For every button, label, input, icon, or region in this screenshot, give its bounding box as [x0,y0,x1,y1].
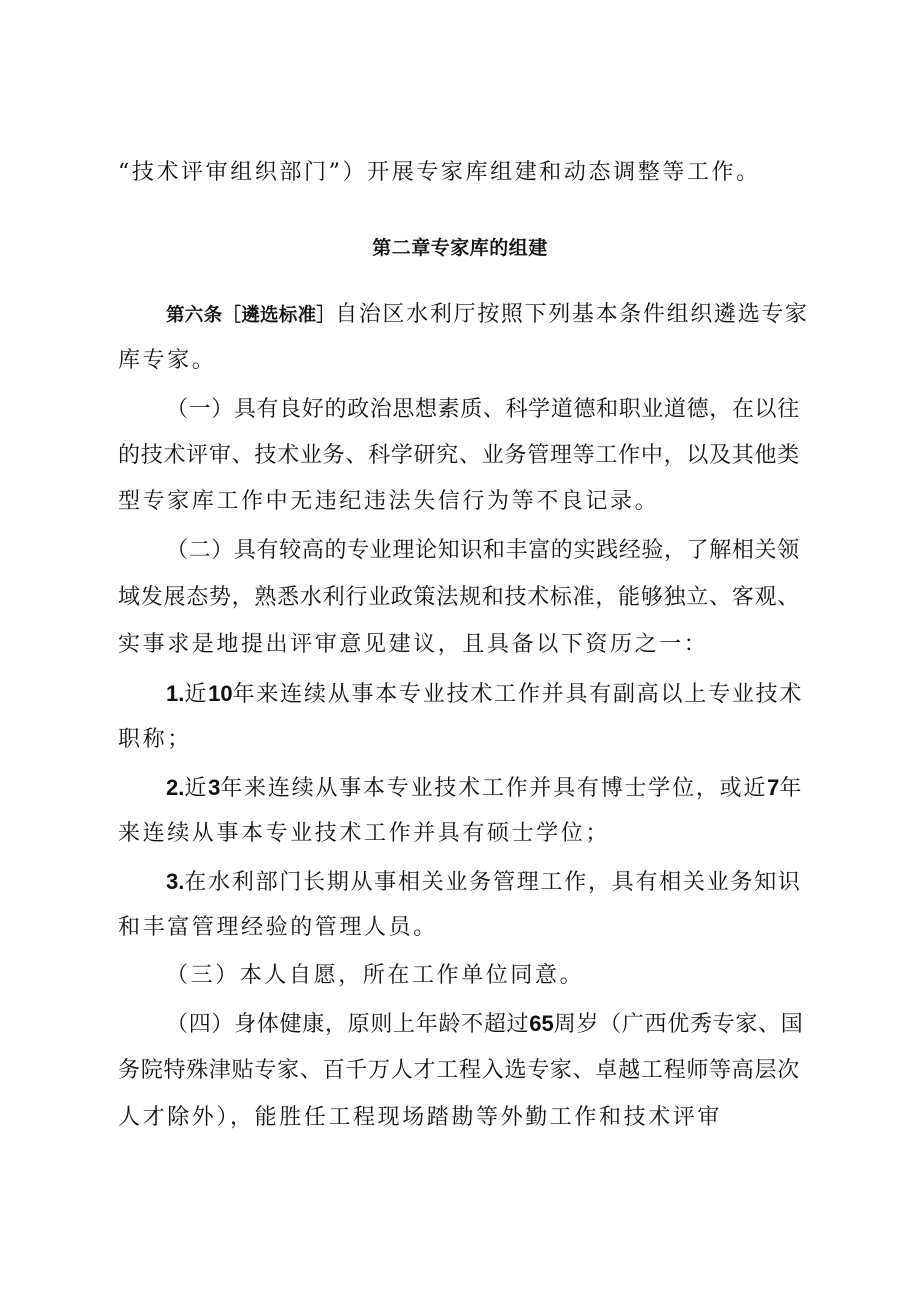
sub-3-text: 在水利部门长期从事相关业务管理工作，具有相关业务知识 [184,870,802,895]
sub-2-line-2: 来连续从事本专业技术工作并具有硕士学位； [118,821,611,846]
item-1-line-2: 的技术评审、技术业务、科学研究、业务管理等工作中，以及其他类 [118,443,801,468]
continuation-line: “技术评审组织部门”）开展专家库组建和动态调整等工作。 [118,160,761,185]
article-6-line-2: 库专家。 [118,348,217,373]
sub-1-text-b: 年来连续从事本专业技术工作并具有副高以上专业技术 [232,682,804,707]
sub-3-line-2: 和丰富管理经验的管理人员。 [118,915,438,940]
item-2-line-3: 实事求是地提出评审意见建议，且具备以下资历之一： [118,632,709,657]
sub-1-text-a: 近 [184,682,209,707]
article-6-line-1 [166,300,809,331]
item-2-line-1: （二）具有较高的专业理论知识和丰富的实践经验，了解相关领 [166,538,800,563]
item-4-age: 65 [529,1011,554,1036]
item-1-line-3: 型专家库工作中无违纪违法失信行为等不良记录。 [118,489,660,514]
sub-1-line-2: 职称； [118,727,192,752]
sub-3-number: 3. [166,869,185,894]
sub-2-years-a: 3 [208,775,221,800]
item-4-text-a: （四）身体健康，原则上年龄不超过 [166,1012,530,1037]
sub-2-number: 2. [166,775,185,800]
item-3-line-1: （三）本人自愿，所在工作单位同意。 [166,963,585,988]
item-1-line-1: （一）具有良好的政治思想素质、科学道德和职业道德，在以往 [166,397,800,422]
item-2-line-2: 域发展态势，熟悉水利行业政策法规和技术标准，能够独立、客观、 [118,585,801,610]
sub-1-line-1 [166,679,803,710]
item-4-line-3: 人才除外），能胜任工程现场踏勘等外勤工作和技术评审 [118,1105,723,1130]
item-4-text-b: 周岁（广西优秀专家、国 [553,1012,804,1037]
article-6-label: 第六条［遴选标准］ [166,305,336,326]
sub-2-text-a: 近 [184,776,209,801]
sub-3-line-1 [166,867,802,898]
sub-1-number: 1. [166,681,185,706]
item-4-line-1 [166,1009,804,1040]
sub-2-line-1 [166,773,803,804]
sub-2-years-b: 7 [767,775,780,800]
article-6-text: 自治区水利厅按照下列基本条件组织遴选专家 [335,302,809,327]
sub-1-years: 10 [208,681,233,706]
chapter-heading: 第二章专家库的组建 [372,237,548,259]
item-4-line-2: 务院特殊津贴专家、百千万人才工程入选专家、卓越工程师等高层次 [118,1058,801,1083]
sub-2-text-c: 年 [779,776,804,801]
sub-2-text-b: 年来连续从事本专业技术工作并具有博士学位，或近 [220,776,768,801]
